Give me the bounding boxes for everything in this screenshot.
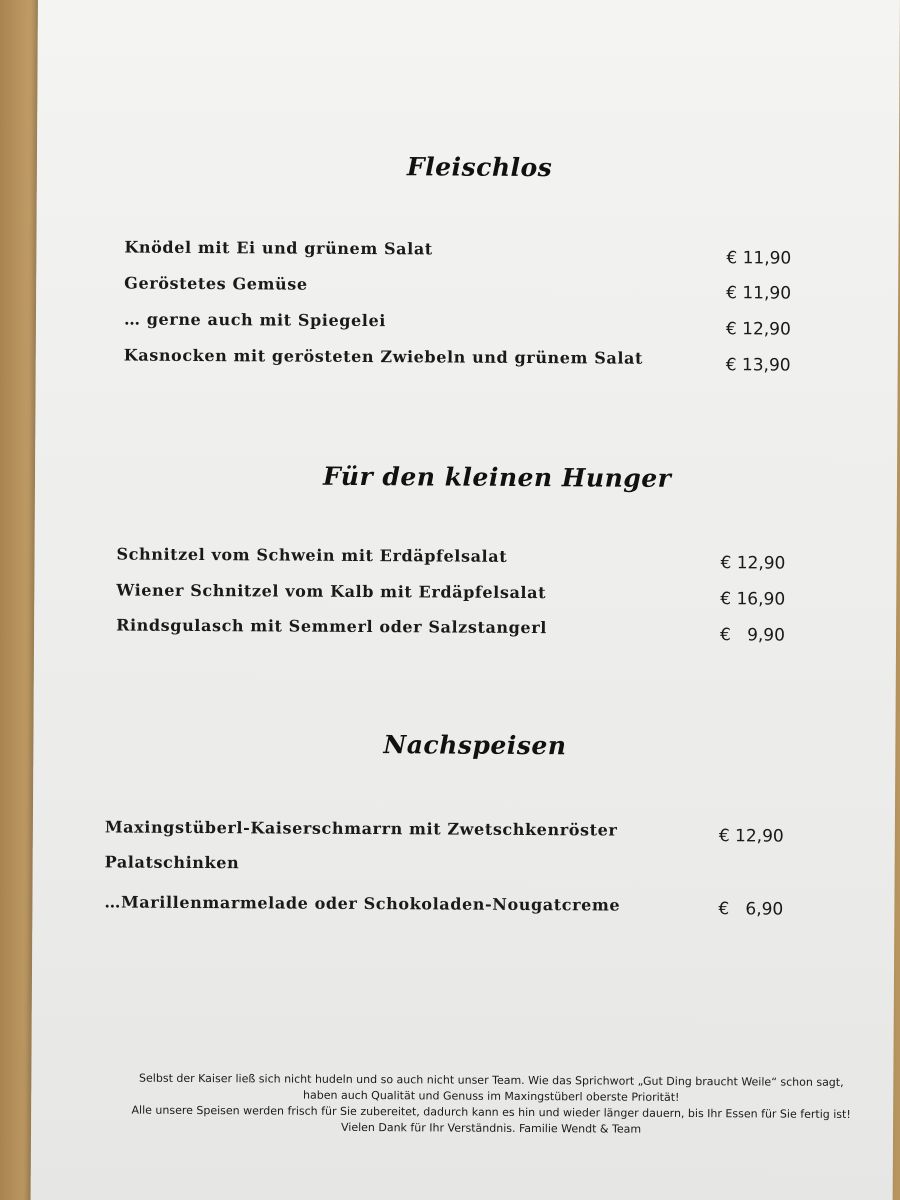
menu-page bbox=[31, 0, 900, 1200]
menu-item-name: Kasnocken mit gerösteten Zwiebeln und grünem Salat bbox=[123, 345, 644, 368]
menu-item-price: € 9,90 bbox=[720, 625, 786, 646]
footer-line: Vielen Dank für Ihr Verständnis. Familie Wendt & Team bbox=[340, 1120, 642, 1136]
section-title-kleiner-hunger: Für den kleinen Hunger bbox=[322, 461, 672, 493]
menu-item-name: Rindsgulasch mit Semmerl oder Salzstangerl bbox=[116, 615, 548, 638]
menu-item-price: € 12,90 bbox=[720, 553, 786, 574]
footer-line: haben auch Qualität und Genuss im Maxingstüberl oberste Priorität! bbox=[303, 1088, 680, 1104]
menu-item-name: Knödel mit Ei und grünem Salat bbox=[124, 237, 433, 259]
menu-item-price: € 11,90 bbox=[726, 248, 792, 269]
menu-item-name: Geröstetes Gemüse bbox=[124, 273, 308, 294]
menu-item-name: Wiener Schnitzel vom Kalb mit Erdäpfelsalat bbox=[116, 580, 547, 603]
section-title-nachspeisen: Nachspeisen bbox=[383, 730, 567, 761]
menu-item-name: …Marillenmarmelade oder Schokoladen-Nougatcreme bbox=[104, 892, 621, 915]
section-title-fleischlos: Fleischlos bbox=[406, 152, 553, 183]
footer-note bbox=[91, 1070, 891, 1139]
menu-item-price: € 12,90 bbox=[725, 319, 791, 340]
menu-item-name: … gerne auch mit Spiegelei bbox=[123, 309, 387, 331]
menu-item-name: Maxingstüberl-Kaiserschmarrn mit Zwetschkenröster bbox=[104, 817, 618, 840]
footer-line: Selbst der Kaiser ließ sich nicht hudeln und so auch nicht unser Team. Wie das Sprichwort „Gut Ding braucht Weile“ schon sagt, bbox=[139, 1071, 844, 1089]
menu-item-price: € 6,90 bbox=[718, 899, 784, 920]
menu-item-name: Schnitzel vom Schwein mit Erdäpfelsalat bbox=[116, 544, 508, 566]
menu-item-price: € 16,90 bbox=[720, 589, 786, 610]
menu-item-name: Palatschinken bbox=[104, 852, 240, 873]
menu-item-price: € 12,90 bbox=[718, 826, 784, 847]
menu-item-price: € 11,90 bbox=[726, 283, 792, 304]
footer-line: Alle unsere Speisen werden frisch für Sie zubereitet, dadurch kann es hin und wieder länger dauern, bis Ihr Essen für Sie fertig ist! bbox=[131, 1103, 851, 1121]
menu-item-price: € 13,90 bbox=[725, 355, 791, 376]
